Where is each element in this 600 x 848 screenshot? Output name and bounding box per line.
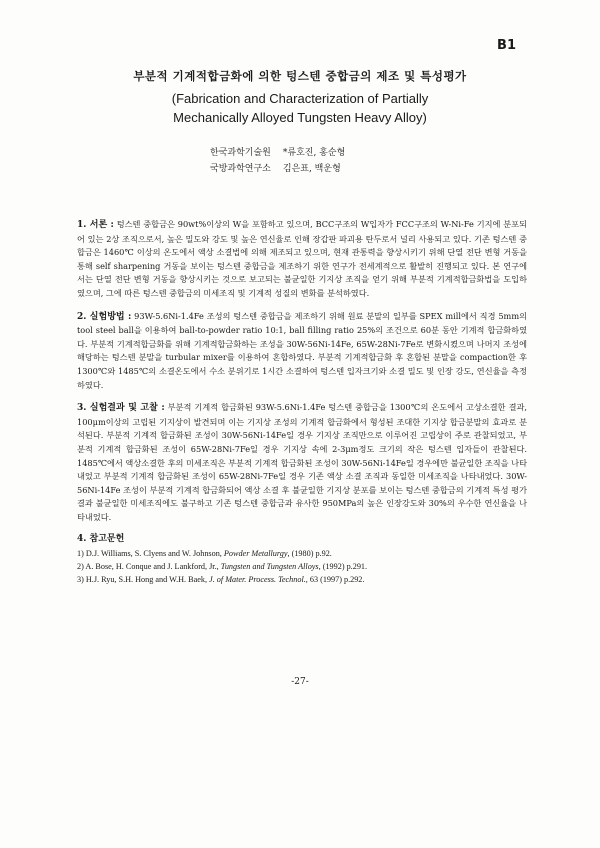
affiliation-authors: *류호진, 홍순형	[282, 148, 346, 158]
section-heading: 2. 실험방법 :	[77, 311, 132, 322]
reference-item	[77, 573, 527, 586]
reference-detail: , (1992) p.291.	[318, 562, 368, 572]
reference-item	[77, 560, 527, 573]
reference-item	[77, 547, 527, 560]
reference-authors: 3) H.J. Ryu, S.H. Hong and W.H. Baek,	[77, 575, 210, 585]
section-body: 부분적 기계적 합금화된 93W-5.6Ni-1.4Fe 텅스텐 중합금을 1300℃의 온도에서 고상소결한 결과, 100μm이상의 고립된 기지상이 발견되며 이는 기지상 조성의 기계적 합금화에서 형성된 조대한 기지상 합금분말의 효과로 분석된다. 부분적 기계적 합금화된 조성이 30W-56Ni-14Fe일 경우 기지상 조직만으로 이루어진 고립상이 주로 관찰되었고, 부분적 기계적 합금화된 조성이 65W-28Ni-7Fe일 경우 기지상 속에 2-3μm정도 크기의 작은 텅스텐 입자들이 관찰된다. 1485℃에서 액상소결한 후의 미세조직은 부분적 기계적 합금화된 조성이 30W-56Ni-14Fe일 경우에만 불균일한 조직을 나타내었고 부분적 기계적 합금화된 조성이 65W-28Ni-7Fe일 경우 기존 액상 소결 조직과 동일한 미세조직을 나타내었다. 30W-56Ni-14Fe 조성이 부분적 기계적 합금화되어 액상 소결 후 불균일한 기지상 분포를 보이는 텅스텐 중합금의 기계적 특성 평가 결과 불균일한 미세조직에도 불구하고 기존 텅스텐 중합금과 유사한 950MPa의 높은 인장강도와 30%의 우수한 연신율을 나타내었다.	[77, 402, 527, 522]
section-introduction	[77, 218, 527, 301]
section-heading: 3. 실험결과 및 고찰 :	[77, 403, 165, 414]
section-body: 93W-5.6Ni-1.4Fe 조성의 텅스텐 중합금을 제조하기 위해 원료 분말의 일부를 SPEX mill에서 직경 5mm의 tool steel ball을 이용하여 ball-to-powder ratio 10:1, ball filling ratio 25%의 조건으로 60분 동안 기계적 합금화하였다. 부분적 기계적합금화를 위해 기계적합금화하는 조성을 30W-56Ni-14Fe, 65W-28Ni-7Fe로 변화시켰으며 나머지 조성에 해당하는 텅스텐 분말을 turbular mixer를 이용하여 혼합하였다. 부분적 기계적합금화 후 혼합된 분말을 compaction한 후 1300℃와 1485℃의 소결온도에서 수소 분위기로 1시간 소결하여 텅스텐 입자크기와 소결 밀도 및 인장 강도, 연신율을 측정하였다.	[77, 310, 527, 390]
title-english-line1: (Fabrication and Characterization of Partially	[171, 91, 429, 106]
section-methods	[77, 310, 527, 393]
title-english	[0, 89, 600, 127]
affiliation-org: 국방과학연구소	[210, 164, 271, 174]
affiliation-row	[210, 161, 410, 177]
references	[77, 533, 527, 586]
affiliation-authors: 김은표, 백운형	[282, 164, 341, 174]
reference-authors: 1) D.J. Williams, S. Clyens and W. Johnson,	[77, 549, 224, 559]
page-number: -27-	[291, 677, 309, 687]
reference-source: Powder Metallurgy	[223, 549, 288, 559]
references-heading: 4. 참고문헌	[77, 534, 125, 545]
section-body: 텅스텐 중합금은 90wt%이상의 W을 포함하고 있으며, BCC구조의 W입자가 FCC구조의 W-Ni-Fe 기지에 분포되어 있는 2상 조직으로서, 높은 밀도와 강도 및 높은 연신율로 인해 장갑판 파괴용 탄두로서 널리 사용되고 있다. 기존 텅스텐 중합금은 1460℃ 이상의 온도에서 액상 소결법에 의해 제조되고 있으며, 현재 관통력을 향상시키기 위해 단열 전단 변형 거동을 통해 self sharpening 거동을 보이는 텅스텐 중합금을 제조하기 위한 연구가 전세계적으로 활발히 진행되고 있다. 본 연구에서는 단열 전단 변형 거동을 향상시키는 것으로 보고되는 불균일한 기지상 조직을 얻기 위해 부분적 기계적합금화법을 도입하였으며, 그에 따른 텅스텐 중합금의 미세조직 및 기계적 성질의 변화를 분석하였다.	[77, 219, 527, 298]
reference-detail: , (1980) p.92.	[287, 549, 332, 559]
affiliations	[210, 145, 410, 177]
page-code: B1	[497, 38, 516, 53]
affiliation-org: 한국과학기술원	[210, 148, 271, 158]
reference-source: Tungsten and Tungsten Alloys	[220, 562, 319, 572]
title-english-line2: Mechanically Alloyed Tungsten Heavy Alloy)	[173, 110, 427, 125]
section-heading: 1. 서론 :	[77, 220, 114, 230]
reference-detail: , 63 (1997) p.292.	[305, 575, 365, 585]
reference-source: J. of Mater. Process. Technol.	[209, 575, 306, 585]
body-content	[77, 218, 527, 587]
title-korean: 부분적 기계적합금화에 의한 텅스텐 중합금의 제조 및 특성평가	[133, 69, 467, 83]
affiliation-row	[210, 145, 410, 161]
section-results	[77, 401, 527, 524]
reference-authors: 2) A. Bose, H. Conque and J. Lankford, Jr.,	[77, 562, 221, 572]
